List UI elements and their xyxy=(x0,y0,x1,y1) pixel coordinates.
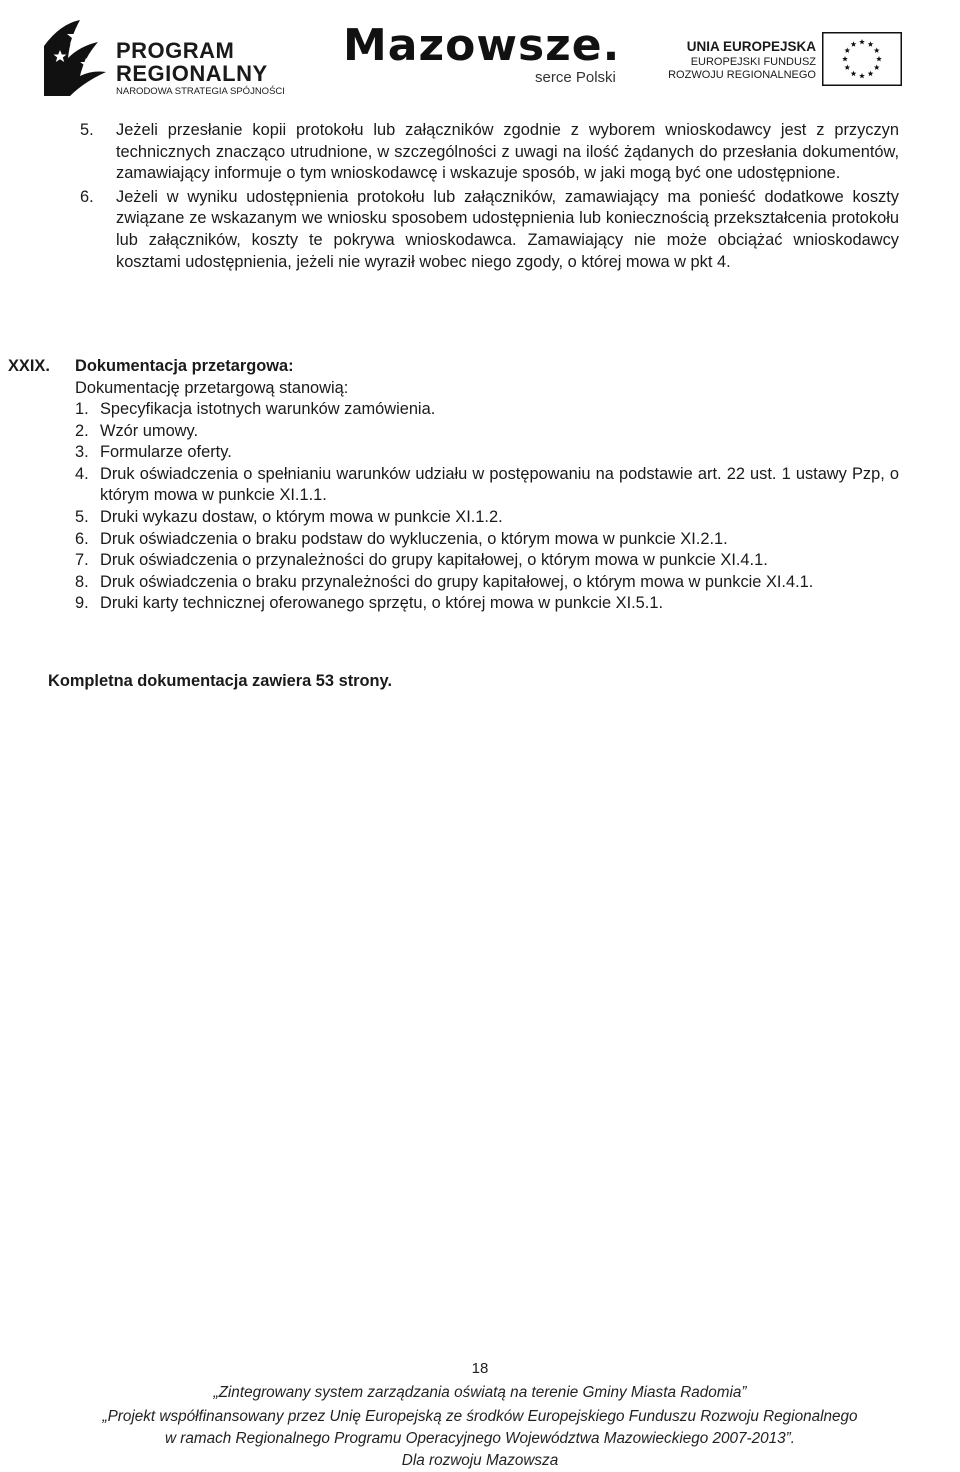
list-item xyxy=(75,593,899,615)
procedure-paragraphs xyxy=(80,120,899,273)
list-item xyxy=(75,529,899,551)
item-number: 1. xyxy=(75,400,89,418)
section-number: XXIX. xyxy=(8,357,50,375)
item-text: Druk oświadczenia o spełnianiu warunków udziału w postępowaniu na podstawie art. 22 ust. 1 ustawy Pzp, o którym mowa w punkcie XI.1.1. xyxy=(100,464,899,505)
mazowsze-logo xyxy=(343,20,633,94)
eu-logo-line2: EUROPEJSKI FUNDUSZ xyxy=(690,56,816,68)
program-regionalny-logo xyxy=(40,18,310,98)
program-logo-line2: REGIONALNY xyxy=(116,61,268,86)
stars-emblem-icon xyxy=(40,18,110,98)
list-item xyxy=(75,399,899,421)
list-item xyxy=(75,421,899,443)
eu-flag-icon xyxy=(822,32,902,86)
list-item xyxy=(75,507,899,529)
item-text: Druki wykazu dostaw, o którym mowa w punkcie XI.1.2. xyxy=(100,507,503,526)
item-number: 8. xyxy=(75,572,89,591)
eu-logo-line1: UNIA EUROPEJSKA xyxy=(686,39,816,54)
list-item xyxy=(75,550,899,572)
footer-cofinancing: „Projekt współfinansowany przez Unię Europejską ze środków Europejskiego Funduszu Rozwoju Regionalnego xyxy=(102,1408,858,1425)
paragraph-6 xyxy=(80,187,899,273)
paragraph-number: 5. xyxy=(80,121,94,139)
item-number: 6. xyxy=(75,529,89,548)
documentation-summary: Kompletna dokumentacja zawiera 53 strony. xyxy=(48,672,393,690)
footer-slogan: Dla rozwoju Mazowsza xyxy=(401,1452,559,1469)
footer-program: w ramach Regionalnego Programu Operacyjnego Województwa Mazowieckiego 2007-2013”. xyxy=(164,1430,796,1447)
item-text: Wzór umowy. xyxy=(100,421,199,440)
item-text: Druk oświadczenia o przynależności do grupy kapitałowej, o którym mowa w punkcie XI.4.1. xyxy=(100,551,768,570)
item-number: 7. xyxy=(75,551,89,570)
item-text: Druk oświadczenia o braku podstaw do wykluczenia, o którym mowa w punkcie XI.2.1. xyxy=(100,529,728,548)
item-number: 9. xyxy=(75,594,89,613)
item-text: Druk oświadczenia o braku przynależności do grupy kapitałowej, o którym mowa w punkcie XI.4.1. xyxy=(100,572,814,591)
list-item xyxy=(75,464,899,507)
footer-project-title: „Zintegrowany system zarządzania oświatą na terenie Gminy Miasta Radomia” xyxy=(213,1384,747,1401)
documents-list xyxy=(75,399,899,615)
item-number: 2. xyxy=(75,421,89,440)
paragraph-text: Jeżeli w wyniku udostępnienia protokołu lub załączników, zamawiający ma ponieść dodatkowe koszty związane ze wskazanym we wniosku sposobem udostępnienia lub koniecznością przekształcenia protokołu lub załączników, koszty te pokrywa wnioskodawca. Zamawiający nie może obciążać wnioskodawcy kosztami udostępnienia, jeżeli nie wyraził wobec niego zgody, o której mowa w pkt 4. xyxy=(116,187,899,271)
paragraph-5 xyxy=(80,120,899,185)
item-number: 5. xyxy=(75,507,89,526)
eu-logo-line3: ROZWOJU REGIONALNEGO xyxy=(668,69,816,81)
item-number: 4. xyxy=(75,464,89,483)
program-logo-line1: PROGRAM xyxy=(116,38,235,63)
paragraph-text: Jeżeli przesłanie kopii protokołu lub załączników zgodnie z wyborem wnioskodawcy jest z przyczyn technicznych znacząco utrudnione, w szczególności z uwagi na ilość żądanych do przesłania dokumentów, zamawiający informuje o tym wnioskodawcę i wskazuje sposób, w jaki mogą być one udostępnione. xyxy=(116,121,899,183)
item-number: 3. xyxy=(75,443,89,462)
eu-logo xyxy=(668,30,902,90)
list-item xyxy=(75,572,899,594)
page-number: 18 xyxy=(471,1360,489,1377)
item-text: Druki karty technicznej oferowanego sprzętu, o której mowa w punkcie XI.5.1. xyxy=(100,594,664,613)
item-text: Formularze oferty. xyxy=(100,443,232,462)
mazowsze-logo-tagline: serce Polski xyxy=(535,69,616,86)
item-text: Specyfikacja istotnych warunków zamówienia. xyxy=(100,400,436,418)
program-logo-line3: NARODOWA STRATEGIA SPÓJNOŚCI xyxy=(116,86,285,97)
paragraph-number: 6. xyxy=(80,187,94,206)
section-intro: Dokumentację przetargową stanowią: xyxy=(75,378,349,397)
section-title: Dokumentacja przetargowa: xyxy=(75,357,294,375)
list-item xyxy=(75,442,899,464)
mazowsze-logo-name: Mazowsze. xyxy=(343,20,621,71)
